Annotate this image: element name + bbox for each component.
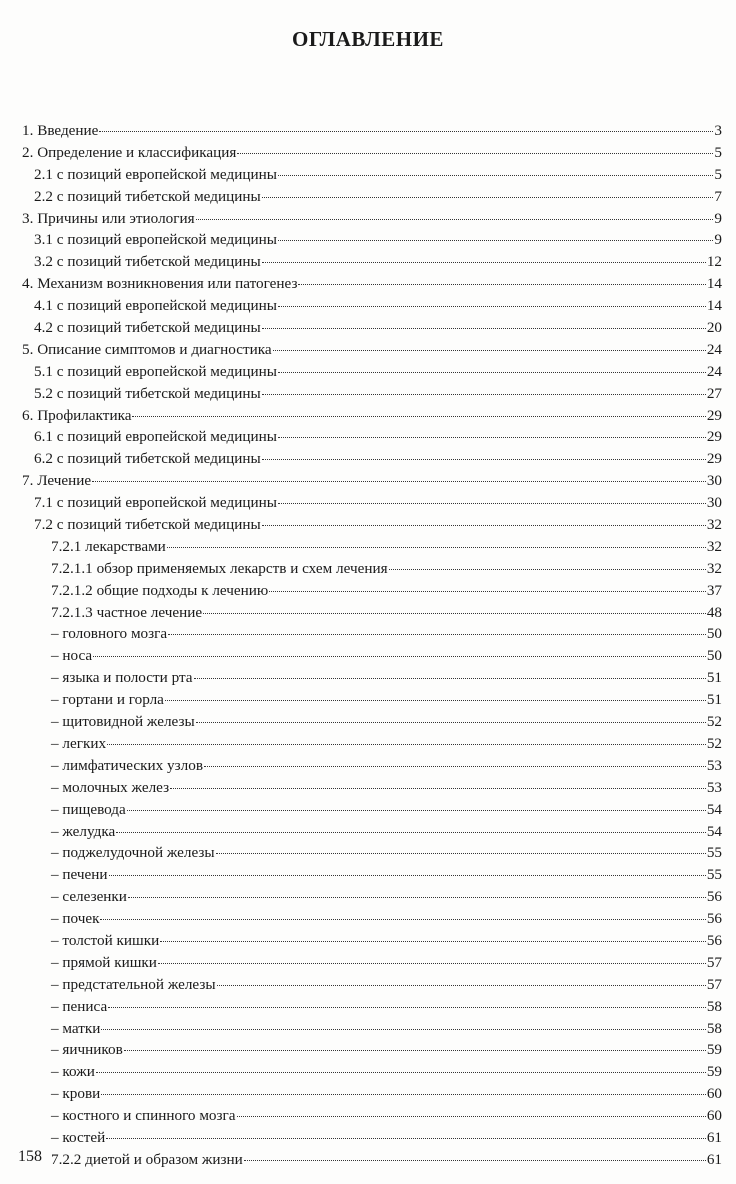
toc-entry-page: 52 (706, 713, 722, 731)
toc-leader-dots (262, 197, 714, 198)
toc-entry-page: 58 (706, 1019, 722, 1037)
toc-entry-page: 54 (706, 822, 722, 840)
toc-entry-page: 24 (706, 340, 722, 358)
toc-entry-label: – матки (51, 1019, 101, 1037)
toc-entry (22, 888, 722, 910)
toc-entry-page: 57 (706, 953, 722, 971)
toc-leader-dots (216, 853, 706, 854)
toc-entry-label: – поджелудочной железы (51, 844, 215, 862)
toc-entry-page: 48 (706, 603, 722, 621)
toc-entry (22, 669, 722, 691)
toc-entry-page: 61 (706, 1150, 722, 1168)
toc-leader-dots (196, 722, 706, 723)
toc-entry-page: 56 (706, 931, 722, 949)
toc-leader-dots (204, 766, 706, 767)
toc-leader-dots (158, 963, 706, 964)
toc-entry-label: – предстательной железы (51, 975, 216, 993)
table-of-contents (22, 122, 722, 1173)
toc-entry (22, 253, 722, 275)
toc-leader-dots (237, 1116, 706, 1117)
toc-entry (22, 713, 722, 735)
toc-entry-label: 7.2 с позиций тибетской медицины (34, 516, 261, 534)
toc-entry-page: 55 (706, 844, 722, 862)
toc-entry (22, 122, 722, 144)
toc-leader-dots (278, 372, 706, 373)
toc-entry-page: 30 (706, 472, 722, 490)
toc-leader-dots (298, 284, 705, 285)
toc-leader-dots (101, 1094, 706, 1095)
toc-entry-label: – пищевода (51, 800, 126, 818)
toc-entry-label: 7. Лечение (22, 472, 92, 490)
toc-entry (22, 625, 722, 647)
toc-leader-dots (165, 700, 706, 701)
toc-entry-label: – языка и полости рта (51, 669, 193, 687)
toc-entry (22, 297, 722, 319)
toc-entry (22, 166, 722, 188)
toc-leader-dots (106, 1138, 706, 1139)
toc-leader-dots (99, 131, 713, 132)
toc-leader-dots (262, 525, 706, 526)
toc-entry-label: 7.2.1.3 частное лечение (51, 603, 203, 621)
toc-entry (22, 582, 722, 604)
toc-entry-label: 6. Профилактика (22, 406, 132, 424)
toc-leader-dots (262, 262, 706, 263)
toc-leader-dots (100, 919, 705, 920)
toc-leader-dots (217, 985, 706, 986)
toc-entry-label: – почек (51, 910, 100, 928)
toc-entry-label: – носа (51, 647, 93, 665)
toc-entry-label: – головного мозга (51, 625, 168, 643)
toc-leader-dots (262, 328, 706, 329)
toc-leader-dots (262, 459, 706, 460)
toc-entry-label: 4.1 с позиций европейской медицины (34, 297, 277, 315)
toc-entry-page: 32 (706, 537, 722, 555)
toc-entry-label: 1. Введение (22, 122, 99, 139)
toc-leader-dots (124, 1050, 706, 1051)
toc-entry-page: 29 (706, 428, 722, 446)
page-title: ОГЛАВЛЕНИЕ (292, 27, 444, 51)
toc-entry (22, 1107, 722, 1129)
toc-entry (22, 779, 722, 801)
toc-entry-label: 3. Причины или этиология (22, 209, 195, 227)
toc-entry-page: 59 (706, 1041, 722, 1059)
toc-entry-label: – яичников (51, 1041, 123, 1059)
toc-entry-page: 9 (714, 209, 722, 227)
toc-entry-label: – пениса (51, 997, 108, 1015)
toc-entry-label: – гортани и горла (51, 691, 164, 709)
toc-leader-dots (273, 350, 706, 351)
toc-leader-dots (237, 153, 713, 154)
toc-entry (22, 998, 722, 1020)
toc-entry-label: – крови (51, 1085, 101, 1103)
toc-entry-page: 52 (706, 734, 722, 752)
toc-entry-label: 2.1 с позиций европейской медицины (34, 165, 277, 183)
toc-entry-page: 54 (706, 800, 722, 818)
toc-entry (22, 1151, 722, 1173)
toc-entry (22, 385, 722, 407)
toc-entry-label: – лимфатических узлов (51, 756, 203, 774)
toc-entry-label: 7.2.2 диетой и образом жизни (51, 1150, 243, 1168)
toc-entry (22, 363, 722, 385)
toc-entry (22, 407, 722, 429)
toc-leader-dots (278, 240, 714, 241)
toc-leader-dots (278, 175, 714, 176)
toc-leader-dots (168, 634, 706, 635)
toc-entry-label: – прямой кишки (51, 953, 157, 971)
toc-entry (22, 516, 722, 538)
toc-entry (22, 604, 722, 626)
toc-entry (22, 450, 722, 472)
toc-leader-dots (278, 437, 706, 438)
toc-entry-page: 57 (706, 975, 722, 993)
toc-entry (22, 428, 722, 450)
toc-entry-page: 32 (706, 516, 722, 534)
toc-entry-label: – молочных желез (51, 778, 170, 796)
toc-entry-page: 14 (706, 275, 722, 293)
toc-leader-dots (244, 1160, 706, 1161)
toc-entry-label: – селезенки (51, 888, 127, 906)
toc-leader-dots (203, 613, 706, 614)
toc-entry-page: 20 (706, 319, 722, 337)
toc-leader-dots (389, 569, 706, 570)
toc-entry (22, 319, 722, 341)
toc-entry-page: 27 (706, 384, 722, 402)
toc-entry-label: 4. Механизм возникновения или патогенез (22, 275, 298, 293)
toc-leader-dots (160, 941, 706, 942)
toc-entry-page: 60 (706, 1107, 722, 1125)
toc-entry-page: 56 (706, 910, 722, 928)
toc-entry-label: 7.2.1.2 общие подходы к лечению (51, 581, 269, 599)
toc-entry-page: 51 (706, 691, 722, 709)
toc-entry-label: 2. Определение и классификация (22, 143, 237, 161)
toc-entry-page: 51 (706, 669, 722, 687)
toc-entry-page: 14 (706, 297, 722, 315)
toc-entry (22, 144, 722, 166)
toc-entry-label: 5. Описание симптомов и диагностика (22, 340, 272, 358)
toc-entry-page: 53 (706, 778, 722, 796)
toc-entry (22, 976, 722, 998)
toc-entry (22, 735, 722, 757)
toc-entry (22, 866, 722, 888)
toc-entry-label: – кожи (51, 1063, 95, 1081)
toc-leader-dots (116, 832, 706, 833)
toc-entry-page: 37 (706, 581, 722, 599)
toc-entry (22, 954, 722, 976)
toc-entry-page: 56 (706, 888, 722, 906)
toc-entry-page: 7 (714, 187, 722, 205)
toc-entry (22, 494, 722, 516)
toc-entry-label: 6.2 с позиций тибетской медицины (34, 450, 261, 468)
toc-entry-label: 4.2 с позиций тибетской медицины (34, 319, 261, 337)
toc-leader-dots (107, 744, 706, 745)
toc-entry-page: 3 (714, 122, 722, 139)
toc-entry-page: 30 (706, 494, 722, 512)
toc-leader-dots (167, 547, 706, 548)
toc-entry-page: 58 (706, 997, 722, 1015)
toc-entry-label: – желудка (51, 822, 116, 840)
toc-entry-label: 6.1 с позиций европейской медицины (34, 428, 277, 446)
toc-entry (22, 341, 722, 363)
toc-entry-page: 24 (706, 362, 722, 380)
toc-entry-label: – печени (51, 866, 108, 884)
toc-entry-label: 7.2.1.1 обзор применяемых лекарств и схем лечения (51, 559, 388, 577)
toc-entry (22, 560, 722, 582)
toc-entry-label: – щитовидной железы (51, 713, 195, 731)
toc-leader-dots (194, 678, 706, 679)
toc-entry (22, 538, 722, 560)
toc-entry-page: 12 (706, 253, 722, 271)
toc-entry-page: 50 (706, 625, 722, 643)
toc-entry-label: 7.1 с позиций европейской медицины (34, 494, 277, 512)
toc-leader-dots (132, 416, 705, 417)
toc-entry-label: – толстой кишки (51, 931, 160, 949)
toc-leader-dots (170, 788, 706, 789)
toc-leader-dots (127, 810, 706, 811)
toc-entry (22, 691, 722, 713)
toc-entry-page: 55 (706, 866, 722, 884)
toc-entry (22, 1063, 722, 1085)
toc-entry-page: 29 (706, 406, 722, 424)
toc-entry (22, 472, 722, 494)
toc-entry (22, 210, 722, 232)
toc-entry (22, 188, 722, 210)
toc-entry (22, 1129, 722, 1151)
toc-entry (22, 823, 722, 845)
toc-entry-label: 3.1 с позиций европейской медицины (34, 231, 277, 249)
toc-entry-label: 2.2 с позиций тибетской медицины (34, 187, 261, 205)
toc-entry-label: – легких (51, 734, 107, 752)
toc-leader-dots (101, 1029, 705, 1030)
toc-entry-page: 32 (706, 559, 722, 577)
toc-leader-dots (93, 656, 706, 657)
toc-entry (22, 801, 722, 823)
toc-entry (22, 1041, 722, 1063)
page-number: 158 (18, 1148, 42, 1165)
toc-leader-dots (278, 503, 706, 504)
toc-entry-page: 5 (714, 143, 722, 161)
toc-entry-page: 59 (706, 1063, 722, 1081)
toc-entry-label: 5.1 с позиций европейской медицины (34, 362, 277, 380)
toc-entry-label: – костей (51, 1128, 106, 1146)
toc-entry (22, 1085, 722, 1107)
toc-entry-page: 50 (706, 647, 722, 665)
toc-leader-dots (269, 591, 706, 592)
toc-entry-page: 61 (706, 1128, 722, 1146)
toc-entry-page: 9 (714, 231, 722, 249)
toc-entry-page: 53 (706, 756, 722, 774)
toc-entry (22, 1020, 722, 1042)
toc-entry-label: 5.2 с позиций тибетской медицины (34, 384, 261, 402)
toc-entry (22, 910, 722, 932)
toc-entry-page: 29 (706, 450, 722, 468)
toc-leader-dots (128, 897, 706, 898)
toc-leader-dots (108, 1007, 706, 1008)
toc-entry (22, 647, 722, 669)
toc-entry (22, 757, 722, 779)
toc-entry (22, 231, 722, 253)
toc-entry (22, 932, 722, 954)
toc-entry (22, 844, 722, 866)
toc-entry-label: 3.2 с позиций тибетской медицины (34, 253, 261, 271)
toc-leader-dots (96, 1072, 706, 1073)
toc-leader-dots (196, 219, 714, 220)
toc-leader-dots (262, 394, 706, 395)
toc-leader-dots (278, 306, 706, 307)
toc-leader-dots (92, 481, 706, 482)
toc-entry-page: 5 (714, 165, 722, 183)
toc-entry-label: 7.2.1 лекарствами (51, 537, 166, 555)
toc-entry-label: – костного и спинного мозга (51, 1107, 236, 1125)
toc-leader-dots (109, 875, 706, 876)
toc-entry (22, 275, 722, 297)
toc-entry-page: 60 (706, 1085, 722, 1103)
